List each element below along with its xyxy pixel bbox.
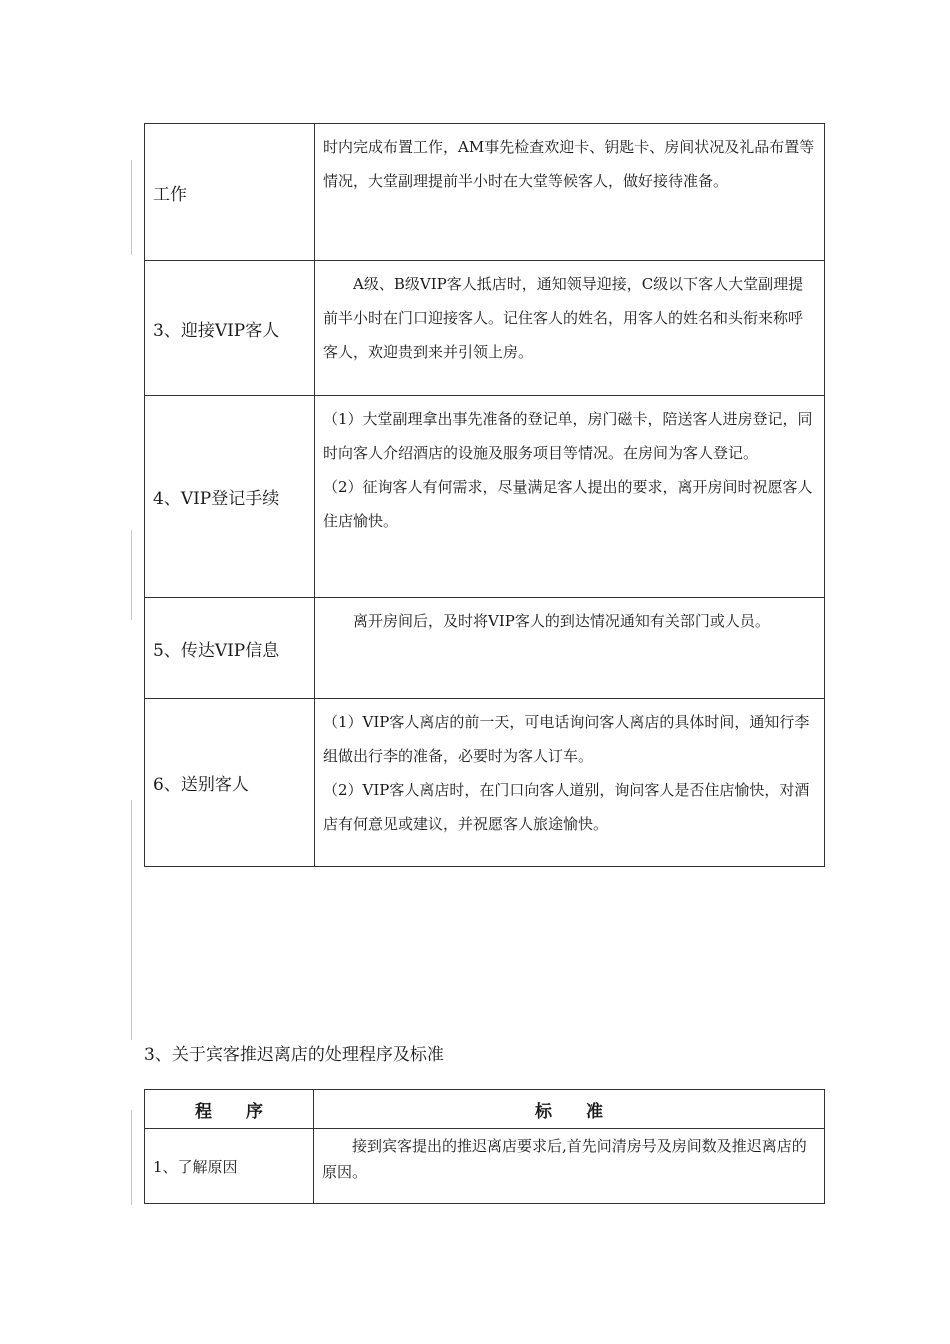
standard-cell [315, 699, 825, 867]
margin-line-upper [131, 160, 132, 255]
table-row [145, 396, 825, 598]
standard-paragraph: （2）VIP客人离店时，在门口向客人道别，询问客人是否住店愉快，对酒店有何意见或建议，并祝愿客人旅途愉快。 [323, 781, 810, 833]
table-row [145, 1129, 825, 1204]
standard-cell [315, 261, 825, 396]
standard-cell [315, 396, 825, 598]
table-row [145, 261, 825, 396]
standard-paragraph: 离开房间后，及时将VIP客人的到达情况通知有关部门或人员。 [353, 612, 770, 630]
table-row [145, 699, 825, 867]
procedure-cell: 4、VIP登记手续 [145, 396, 315, 598]
late-checkout-table [144, 1089, 825, 1204]
table-row [145, 124, 825, 261]
procedure-cell: 6、送别客人 [145, 699, 315, 867]
margin-line-middle [131, 530, 132, 620]
procedure-cell: 3、迎接VIP客人 [145, 261, 315, 396]
vip-procedure-table [144, 123, 825, 867]
section-heading: 3、关于宾客推迟离店的处理程序及标准 [144, 1045, 444, 1065]
standard-cell [315, 124, 825, 261]
standard-paragraph: （2）征询客人有何需求，尽量满足客人提出的要求，离开房间时祝愿客人住店愉快。 [323, 478, 813, 530]
header-standard: 标 准 [314, 1090, 825, 1129]
standard-paragraph: （1）VIP客人离店的前一天，可电话询问客人离店的具体时间，通知行李组做出行李的准备，必要时为客人订车。 [323, 713, 810, 765]
procedure-cell: 1、了解原因 [145, 1129, 314, 1204]
table-row [145, 598, 825, 699]
table-header-row [145, 1090, 825, 1129]
standard-paragraph: A级、B级VIP客人抵店时，通知领导迎接，C级以下客人大堂副理提前半小时在门口迎接客人。记住客人的姓名，用客人的姓名和头衔来称呼客人，欢迎贵到来并引领上房。 [323, 275, 804, 361]
header-procedure: 程 序 [145, 1090, 314, 1129]
standard-paragraph: （1）大堂副理拿出事先准备的登记单，房门磁卡，陪送客人进房登记，同时向客人介绍酒店的设施及服务项目等情况。在房间为客人登记。 [323, 410, 813, 462]
standard-cell [314, 1129, 825, 1204]
standard-paragraph: 接到宾客提出的推迟离店要求后,首先问清房号及房间数及推迟离店的原因。 [322, 1137, 807, 1181]
standard-paragraph: 时内完成布置工作，AM事先检查欢迎卡、钥匙卡、房间状况及礼品布置等情况，大堂副理提前半小时在大堂等候客人，做好接待准备。 [323, 138, 815, 190]
standard-cell [315, 598, 825, 699]
margin-line-bottom [131, 1110, 132, 1205]
procedure-cell: 工作 [145, 124, 315, 261]
margin-line-lower [131, 800, 132, 1040]
procedure-cell: 5、传达VIP信息 [145, 598, 315, 699]
